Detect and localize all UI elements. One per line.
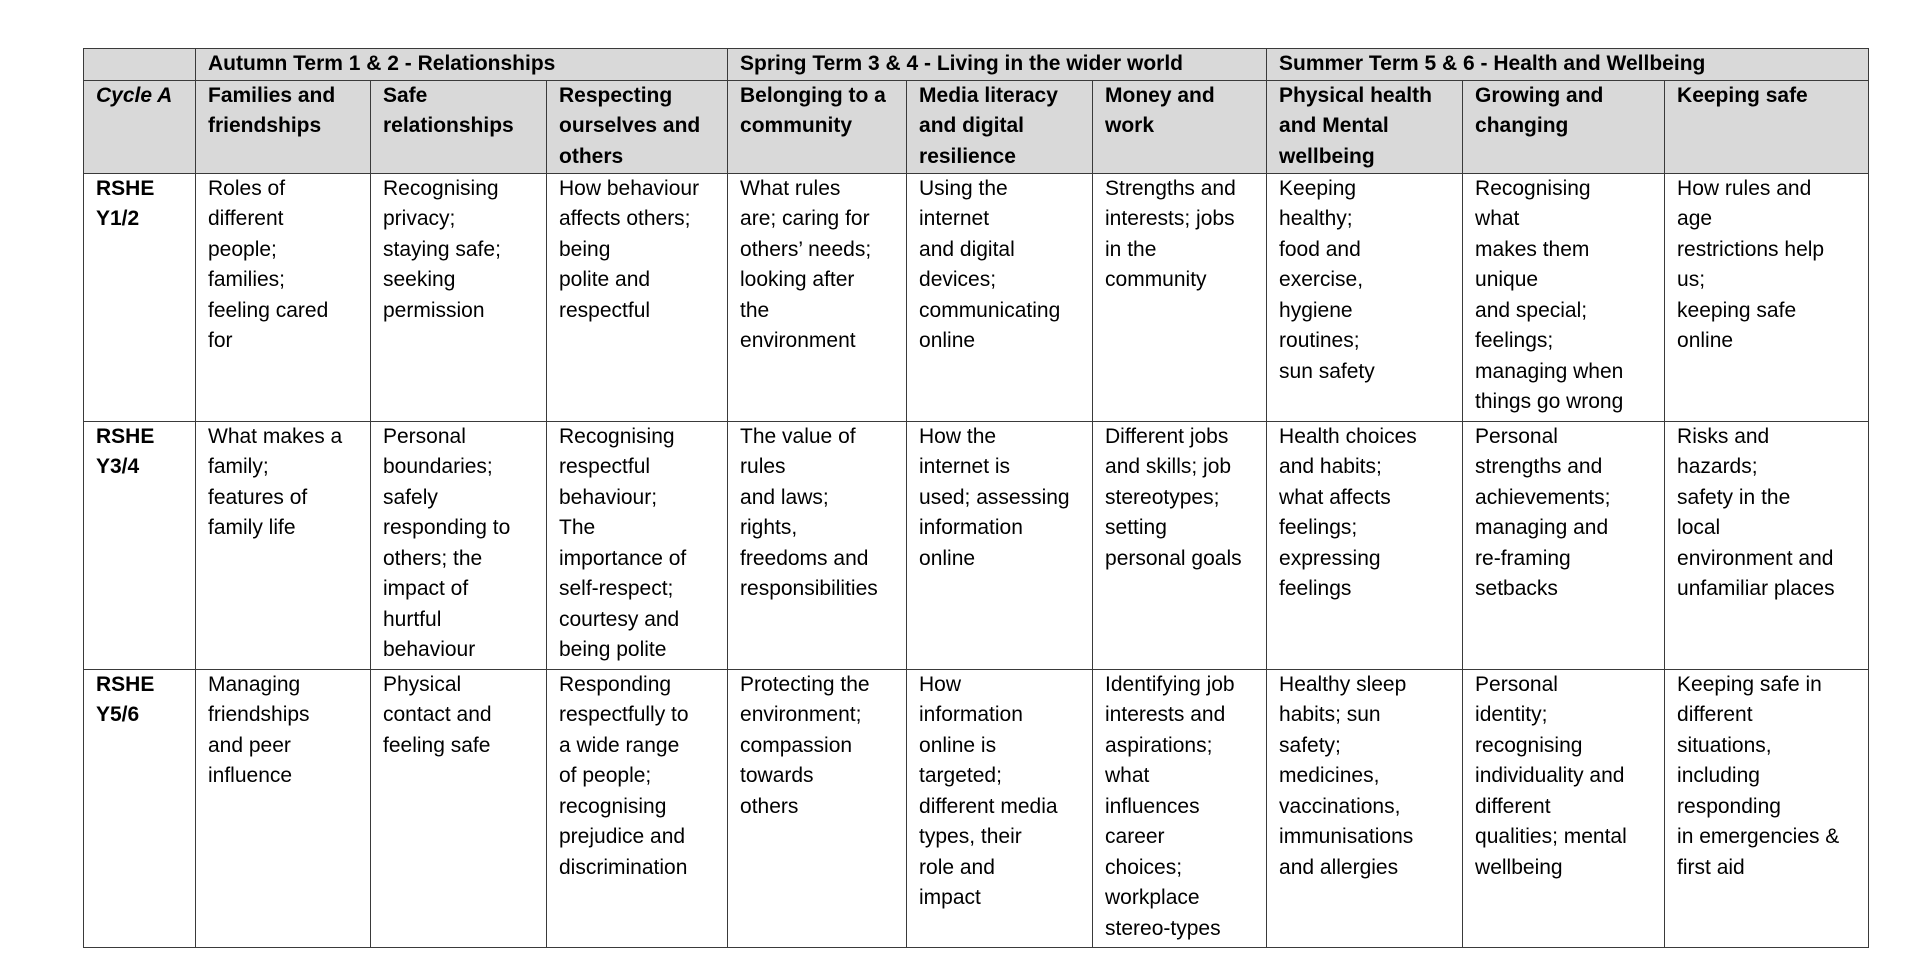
topic-header: Keeping safe xyxy=(1665,80,1869,173)
table-row-y5-6 xyxy=(84,669,1869,947)
term-autumn: Autumn Term 1 & 2 - Relationships xyxy=(196,49,728,81)
year-label: RSHE Y1/2 xyxy=(84,173,196,421)
table-cell: Using the internet and digital devices; communicating online xyxy=(907,173,1093,421)
table-cell: Risks and hazards; safety in the local environment and unfamiliar places xyxy=(1665,421,1869,669)
table-cell: Protecting the environment; compassion towards others xyxy=(728,669,907,947)
topic-header: Safe relationships xyxy=(371,80,547,173)
corner-cell xyxy=(84,49,196,81)
table-cell: Physical contact and feeling safe xyxy=(371,669,547,947)
rshe-curriculum-table xyxy=(83,48,1869,948)
table-cell: Recognising what makes them unique and special; feelings; managing when things go wrong xyxy=(1463,173,1665,421)
topic-header: Families and friendships xyxy=(196,80,371,173)
topic-header: Belonging to a community xyxy=(728,80,907,173)
topic-header: Physical health and Mental wellbeing xyxy=(1267,80,1463,173)
year-label: RSHE Y3/4 xyxy=(84,421,196,669)
term-summer: Summer Term 5 & 6 - Health and Wellbeing xyxy=(1267,49,1869,81)
year-label: RSHE Y5/6 xyxy=(84,669,196,947)
table-cell: Recognising privacy; staying safe; seeking permission xyxy=(371,173,547,421)
table-cell: Healthy sleep habits; sun safety; medicines, vaccinations, immunisations and allergies xyxy=(1267,669,1463,947)
topic-header-row xyxy=(84,80,1869,173)
table-cell: Health choices and habits; what affects feelings; expressing feelings xyxy=(1267,421,1463,669)
table-cell: Personal boundaries; safely responding to others; the impact of hurtful behaviour xyxy=(371,421,547,669)
table-cell: Keeping safe in different situations, including responding in emergencies & first aid xyxy=(1665,669,1869,947)
table-cell: Managing friendships and peer influence xyxy=(196,669,371,947)
table-cell: Responding respectfully to a wide range of people; recognising prejudice and discrimination xyxy=(547,669,728,947)
table-cell: How information online is targeted; different media types, their role and impact xyxy=(907,669,1093,947)
table-cell: How the internet is used; assessing information online xyxy=(907,421,1093,669)
topic-header: Money and work xyxy=(1093,80,1267,173)
cycle-label: Cycle A xyxy=(84,80,196,173)
table-row-y3-4 xyxy=(84,421,1869,669)
table-cell: What makes a family; features of family life xyxy=(196,421,371,669)
term-spring: Spring Term 3 & 4 - Living in the wider world xyxy=(728,49,1267,81)
table-cell: How rules and age restrictions help us; keeping safe online xyxy=(1665,173,1869,421)
table-cell: How behaviour affects others; being polite and respectful xyxy=(547,173,728,421)
table-cell: Different jobs and skills; job stereotypes; setting personal goals xyxy=(1093,421,1267,669)
table-cell: Strengths and interests; jobs in the community xyxy=(1093,173,1267,421)
table-cell: Personal identity; recognising individuality and different qualities; mental wellbeing xyxy=(1463,669,1665,947)
term-header-row xyxy=(84,49,1869,81)
table-cell: Roles of different people; families; feeling cared for xyxy=(196,173,371,421)
table-cell: Keeping healthy; food and exercise, hygiene routines; sun safety xyxy=(1267,173,1463,421)
topic-header: Growing and changing xyxy=(1463,80,1665,173)
topic-header: Media literacy and digital resilience xyxy=(907,80,1093,173)
table-cell: What rules are; caring for others’ needs; looking after the environment xyxy=(728,173,907,421)
table-cell: The value of rules and laws; rights, freedoms and responsibilities xyxy=(728,421,907,669)
table-cell: Identifying job interests and aspirations; what influences career choices; workplace stereo-types xyxy=(1093,669,1267,947)
table-row-y1-2 xyxy=(84,173,1869,421)
topic-header: Respecting ourselves and others xyxy=(547,80,728,173)
table-cell: Recognising respectful behaviour; The importance of self-respect; courtesy and being polite xyxy=(547,421,728,669)
table-cell: Personal strengths and achievements; managing and re-framing setbacks xyxy=(1463,421,1665,669)
